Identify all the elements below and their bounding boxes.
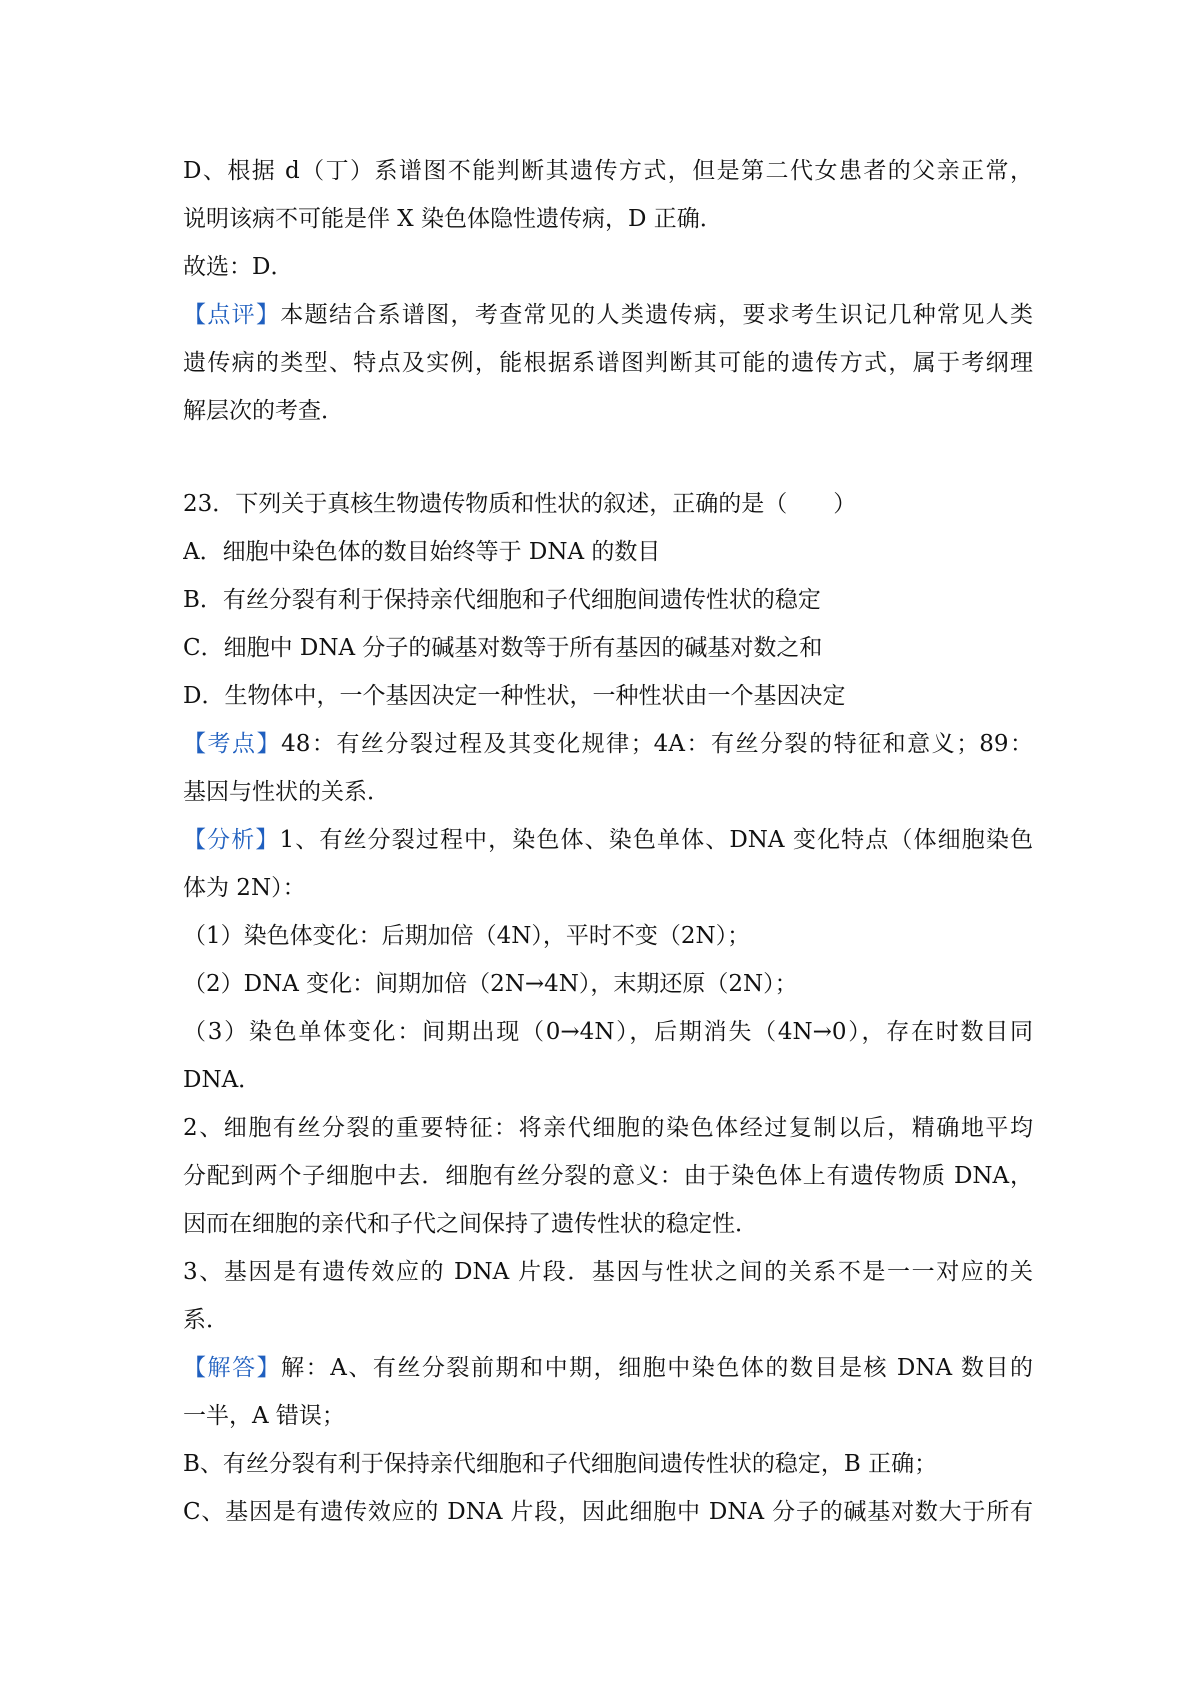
fenxi-line-2: 体为 2N）： <box>183 875 306 901</box>
fenxi-line-4: （2）DNA 变化：间期加倍（2N→4N），末期还原（2N）； <box>183 971 798 997</box>
option-c: C．细胞中 DNA 分子的碱基对数等于所有基因的碱基对数之和 <box>183 635 823 661</box>
jieda-tag: 【解答】 <box>183 1355 282 1381</box>
fenxi-line-11: 系． <box>183 1307 229 1333</box>
jieda-line-3: B、有丝分裂有利于保持亲代细胞和子代细胞间遗传性状的稳定，B 正确； <box>183 1451 938 1477</box>
answer-choice: 故选：D． <box>183 254 294 280</box>
fenxi-tag: 【分析】 <box>183 827 280 853</box>
analysis-option-d: D、根据 d（丁）系谱图不能判断其遗传方式，但是第二代女患者的父亲正常， <box>183 158 1033 184</box>
comment-line-3: 解层次的考查． <box>183 398 344 424</box>
jieda-line-4: C、基因是有遗传效应的 DNA 片段，因此细胞中 DNA 分子的碱基对数大于所有 <box>183 1499 1033 1525</box>
option-d: D．生物体中，一个基因决定一种性状，一种性状由一个基因决定 <box>183 683 846 709</box>
kaodian-line-1: 【考点】48：有丝分裂过程及其变化规律；4A：有丝分裂的特征和意义；89： <box>183 731 1033 757</box>
analysis-option-d-cont: 说明该病不可能是伴 X 染色体隐性遗传病，D 正确． <box>183 206 723 232</box>
fenxi-line-7: 2、细胞有丝分裂的重要特征：将亲代细胞的染色体经过复制以后，精确地平均 <box>183 1115 1033 1141</box>
question-stem: 23．下列关于真核生物遗传物质和性状的叙述，正确的是（ ） <box>183 491 857 517</box>
fenxi-line-9: 因而在细胞的亲代和子代之间保持了遗传性状的稳定性． <box>183 1211 758 1237</box>
kaodian-tag: 【考点】 <box>183 731 282 757</box>
fenxi-line-1: 【分析】1、有丝分裂过程中，染色体、染色单体、DNA 变化特点（体细胞染色 <box>183 827 1033 853</box>
fenxi-line-10: 3、基因是有遗传效应的 DNA 片段．基因与性状之间的关系不是一一对应的关 <box>183 1259 1033 1285</box>
option-b: B．有丝分裂有利于保持亲代细胞和子代细胞间遗传性状的稳定 <box>183 587 821 613</box>
fenxi-line-3: （1）染色体变化：后期加倍（4N），平时不变（2N）； <box>183 923 751 949</box>
fenxi-line-6: DNA． <box>183 1067 262 1093</box>
fenxi-line-5: （3）染色单体变化：间期出现（0→4N），后期消失（4N→0），存在时数目同 <box>183 1019 1033 1045</box>
kaodian-line-2: 基因与性状的关系． <box>183 779 390 805</box>
comment-line-1: 【点评】本题结合系谱图，考查常见的人类遗传病，要求考生识记几种常见人类 <box>183 302 1033 328</box>
jieda-line-2: 一半，A 错误； <box>183 1403 345 1429</box>
option-a: A．细胞中染色体的数目始终等于 DNA 的数目 <box>183 539 661 565</box>
jieda-line-1: 【解答】解：A、有丝分裂前期和中期，细胞中染色体的数目是核 DNA 数目的 <box>183 1355 1033 1381</box>
comment-tag: 【点评】 <box>183 302 281 328</box>
comment-line-2: 遗传病的类型、特点及实例，能根据系谱图判断其可能的遗传方式，属于考纲理 <box>183 350 1033 376</box>
fenxi-line-8: 分配到两个子细胞中去．细胞有丝分裂的意义：由于染色体上有遗传物质 DNA， <box>183 1163 1033 1189</box>
